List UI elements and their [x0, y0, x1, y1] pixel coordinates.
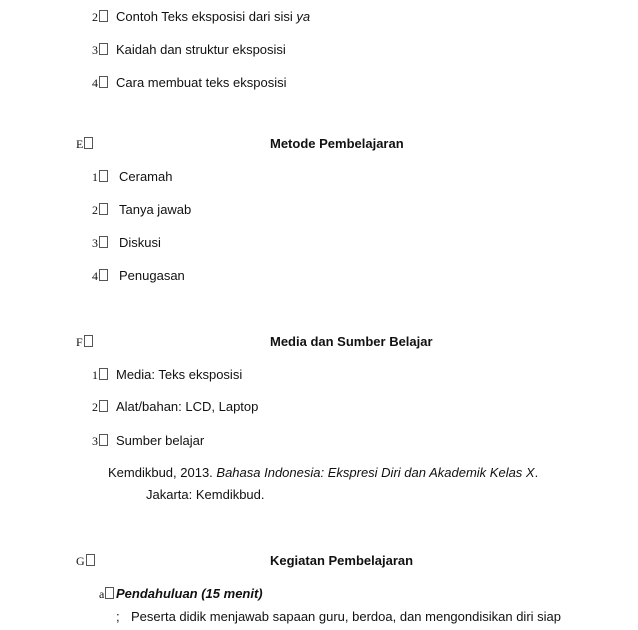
- list-number: 2: [92, 202, 108, 218]
- list-item: Sumber belajar: [116, 433, 205, 448]
- list-item: Media: Teks eksposisi: [116, 367, 243, 382]
- list-item: Kaidah dan struktur eksposisi: [116, 42, 286, 57]
- reference-line-2: Jakarta: Kemdikbud.: [146, 487, 265, 502]
- list-number: 2: [92, 9, 108, 25]
- list-item: Alat/bahan: LCD, Laptop: [116, 399, 259, 414]
- list-item: Diskusi: [119, 235, 161, 250]
- list-number: 3: [92, 433, 108, 449]
- section-title: Metode Pembelajaran: [270, 136, 404, 151]
- list-number: 2: [92, 399, 108, 415]
- section-title: Media dan Sumber Belajar: [270, 334, 433, 349]
- list-number: 4: [92, 268, 108, 284]
- section-letter: F: [76, 334, 93, 350]
- list-item: Cara membuat teks eksposisi: [116, 75, 287, 90]
- list-number: 3: [92, 235, 108, 251]
- section-title: Kegiatan Pembelajaran: [270, 553, 414, 568]
- list-number: 1: [92, 367, 108, 383]
- list-item: Contoh Teks eksposisi dari sisi ya: [116, 9, 311, 24]
- section-letter: E: [76, 136, 93, 152]
- sub-letter: a: [99, 586, 114, 602]
- list-item: Ceramah: [119, 169, 173, 184]
- section-letter: G: [76, 553, 95, 569]
- list-number: 3: [92, 42, 108, 58]
- list-number: 4: [92, 75, 108, 91]
- list-item: Penugasan: [119, 268, 185, 283]
- bullet-text: Peserta didik menjawab sapaan guru, berdoa, dan mengondisikan diri siap: [131, 609, 561, 624]
- list-number: 1: [92, 169, 108, 185]
- list-item: Tanya jawab: [119, 202, 192, 217]
- reference-line-1: Kemdikbud, 2013. Bahasa Indonesia: Ekspresi Diri dan Akademik Kelas X.: [108, 465, 539, 480]
- sub-title: Pendahuluan (15 menit): [116, 586, 263, 601]
- bullet-symbol: ;: [116, 609, 120, 624]
